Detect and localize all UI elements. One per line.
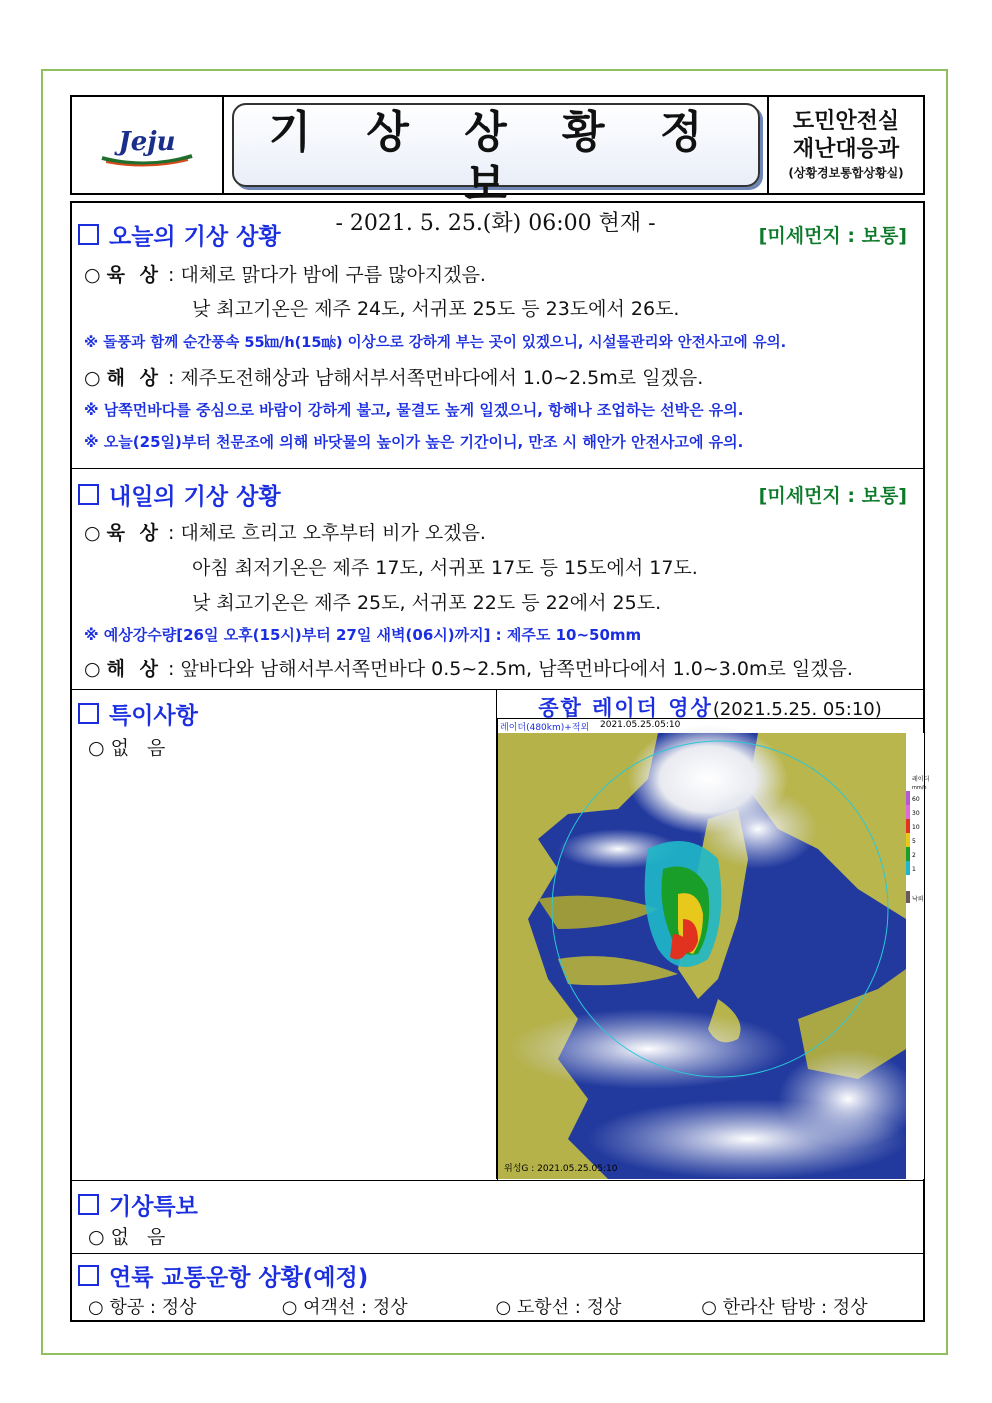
- today-land-text1: 대체로 맑다가 밤에 구름 많아지겠음.: [180, 264, 486, 286]
- special-item-text: 없 음: [110, 737, 172, 759]
- traffic-title-text: 연륙 교통운항 상황(예정): [109, 1265, 369, 1291]
- traffic-section: [72, 1253, 923, 1320]
- circle-icon: ○: [84, 367, 101, 389]
- dept-line3: (상황경보통합상황실): [788, 166, 904, 180]
- jeju-logo: [72, 97, 224, 193]
- legend-value: 60: [912, 796, 920, 803]
- warning-title-text: 기상특보: [109, 1194, 198, 1220]
- legend-value: 5: [912, 838, 916, 845]
- circle-icon: ○: [84, 522, 101, 544]
- report-date: - 2021. 5. 25.(화) 06:00 현재 -: [335, 211, 656, 236]
- special-section: [72, 689, 930, 1181]
- checkbox-icon: [78, 1194, 99, 1215]
- logo-text: Jeju: [118, 127, 176, 157]
- department: [769, 97, 923, 193]
- traffic-item-text: 여객선 : 정상: [303, 1297, 408, 1318]
- radar-caption-time: 2021.05.25.05:10: [600, 720, 681, 730]
- title-cell: [224, 97, 769, 236]
- tomorrow-section: [72, 468, 923, 690]
- legend-value: 1: [912, 866, 916, 873]
- legend-lightning: 낙뢰: [912, 896, 924, 903]
- legend-unit: mm/h: [912, 785, 927, 791]
- page-title: 기 상 상 황 정 보: [268, 107, 723, 210]
- radar-time: (2021.5.25. 05:10): [712, 699, 882, 720]
- checkbox-icon: [78, 1265, 99, 1286]
- tomorrow-land: ○ 육 상 : 대체로 흐리고 오후부터 비가 오겠음.: [84, 522, 486, 544]
- radar-caption: 레이더(480km)+적외: [500, 723, 590, 733]
- today-note1: ※ 돌풍과 함께 순간풍속 55㎞/h(15㎧) 이상으로 강하게 부는 곳이 있겠으니, 시설물관리와 안전사고에 유의.: [84, 335, 787, 351]
- title-box: [232, 103, 760, 236]
- tomorrow-dust: [미세먼지 : 보통]: [758, 485, 907, 507]
- today-land-text2: 낮 최고기온은 제주 24도, 서귀포 25도 등 23도에서 26도.: [192, 298, 680, 320]
- warning-title: [78, 1188, 198, 1221]
- circle-icon: ○: [88, 737, 105, 759]
- traffic-item-text: 항공 : 정상: [109, 1297, 197, 1318]
- legend-title: 레이더: [912, 776, 930, 783]
- today-sea-text: 제주도전해상과 남해서부서쪽먼바다에서 1.0~2.5m로 일겠음.: [180, 367, 704, 389]
- circle-icon: ○: [88, 1226, 105, 1248]
- warning-section: [72, 1180, 923, 1254]
- circle-icon: ○: [84, 658, 101, 680]
- circle-icon: ○: [84, 264, 101, 286]
- tomorrow-title-text: 내일의 기상 상황: [109, 484, 281, 510]
- radar-image: [497, 718, 930, 1180]
- tomorrow-land-label: 육 상: [106, 522, 162, 544]
- radar-footer: 위성G : 2021.05.25.05:10: [504, 1164, 618, 1174]
- today-land-label: 육 상: [106, 264, 162, 286]
- tomorrow-rain-note: ※ 예상강수량[26일 오후(15시)부터 27일 새벽(06시)까지] : 제주도 10~50mm: [84, 626, 642, 644]
- today-land: ○ 육 상 : 대체로 맑다가 밤에 구름 많아지겠음.: [84, 264, 486, 286]
- tomorrow-land-text3: 낮 최고기온은 제주 25도, 서귀포 22도 등 22에서 25도.: [192, 592, 662, 614]
- traffic-item-hallasan: ○ 한라산 탐방 : 정상: [701, 1293, 867, 1319]
- legend-value: 2: [912, 852, 916, 859]
- dept-line1: 도민안전실: [792, 109, 900, 134]
- today-sea-label: 해 상: [106, 367, 162, 389]
- traffic-items: [88, 1293, 868, 1319]
- checkbox-icon: [78, 484, 99, 505]
- tomorrow-title: [78, 478, 281, 511]
- dept-line2: 재난대응과: [792, 137, 900, 162]
- traffic-item-air: ○ 항공 : 정상: [88, 1293, 276, 1319]
- today-note3: ※ 오늘(25일)부터 천문조에 의해 바닷물의 높이가 높은 기간이니, 만조 시 해안가 안전사고에 유의.: [84, 433, 744, 451]
- checkbox-icon: [78, 224, 99, 245]
- today-title-text: 오늘의 기상 상황: [109, 224, 281, 250]
- traffic-item-ferry: ○ 여객선 : 정상: [282, 1293, 490, 1319]
- today-dust: [미세먼지 : 보통]: [758, 225, 907, 247]
- warning-item-text: 없 음: [110, 1226, 172, 1248]
- main-table: [70, 201, 930, 1322]
- legend-value: 10: [912, 824, 920, 831]
- tomorrow-sea: ○ 해 상 : 앞바다와 남해서부서쪽먼바다 0.5~2.5m, 남쪽먼바다에서 1.0~3.0m로 일겠음.: [84, 658, 853, 680]
- tomorrow-land-text1: 대체로 흐리고 오후부터 비가 오겠음.: [180, 522, 486, 544]
- special-title: [78, 697, 198, 730]
- radar-title-text: 종합 레이더 영상: [538, 696, 713, 720]
- radar-map: [498, 719, 930, 1179]
- today-section: [72, 203, 923, 469]
- legend-value: 30: [912, 810, 920, 817]
- tomorrow-land-text2: 아침 최저기온은 제주 17도, 서귀포 17도 등 15도에서 17도.: [192, 557, 698, 579]
- today-note2: ※ 남쪽먼바다를 중심으로 바람이 강하게 불고, 물결도 높게 일겠으니, 항해나 조업하는 선박은 유의.: [84, 401, 744, 419]
- today-title: [78, 218, 281, 251]
- traffic-title: [78, 1259, 368, 1292]
- radar-title: [497, 692, 923, 718]
- tomorrow-sea-label: 해 상: [106, 658, 162, 680]
- warning-item: [88, 1222, 171, 1249]
- special-item: [88, 733, 171, 760]
- today-sea: ○ 해 상 : 제주도전해상과 남해서부서쪽먼바다에서 1.0~2.5m로 일겠음.: [84, 367, 704, 389]
- tomorrow-sea-text: 앞바다와 남해서부서쪽먼바다 0.5~2.5m, 남쪽먼바다에서 1.0~3.0m로 일겠음.: [180, 658, 853, 680]
- traffic-item-text: 한라산 탐방 : 정상: [722, 1297, 868, 1318]
- checkbox-icon: [78, 703, 99, 724]
- traffic-item-island-ferry: ○ 도항선 : 정상: [495, 1293, 695, 1319]
- traffic-item-text: 도항선 : 정상: [516, 1297, 622, 1318]
- special-title-text: 특이사항: [109, 703, 198, 729]
